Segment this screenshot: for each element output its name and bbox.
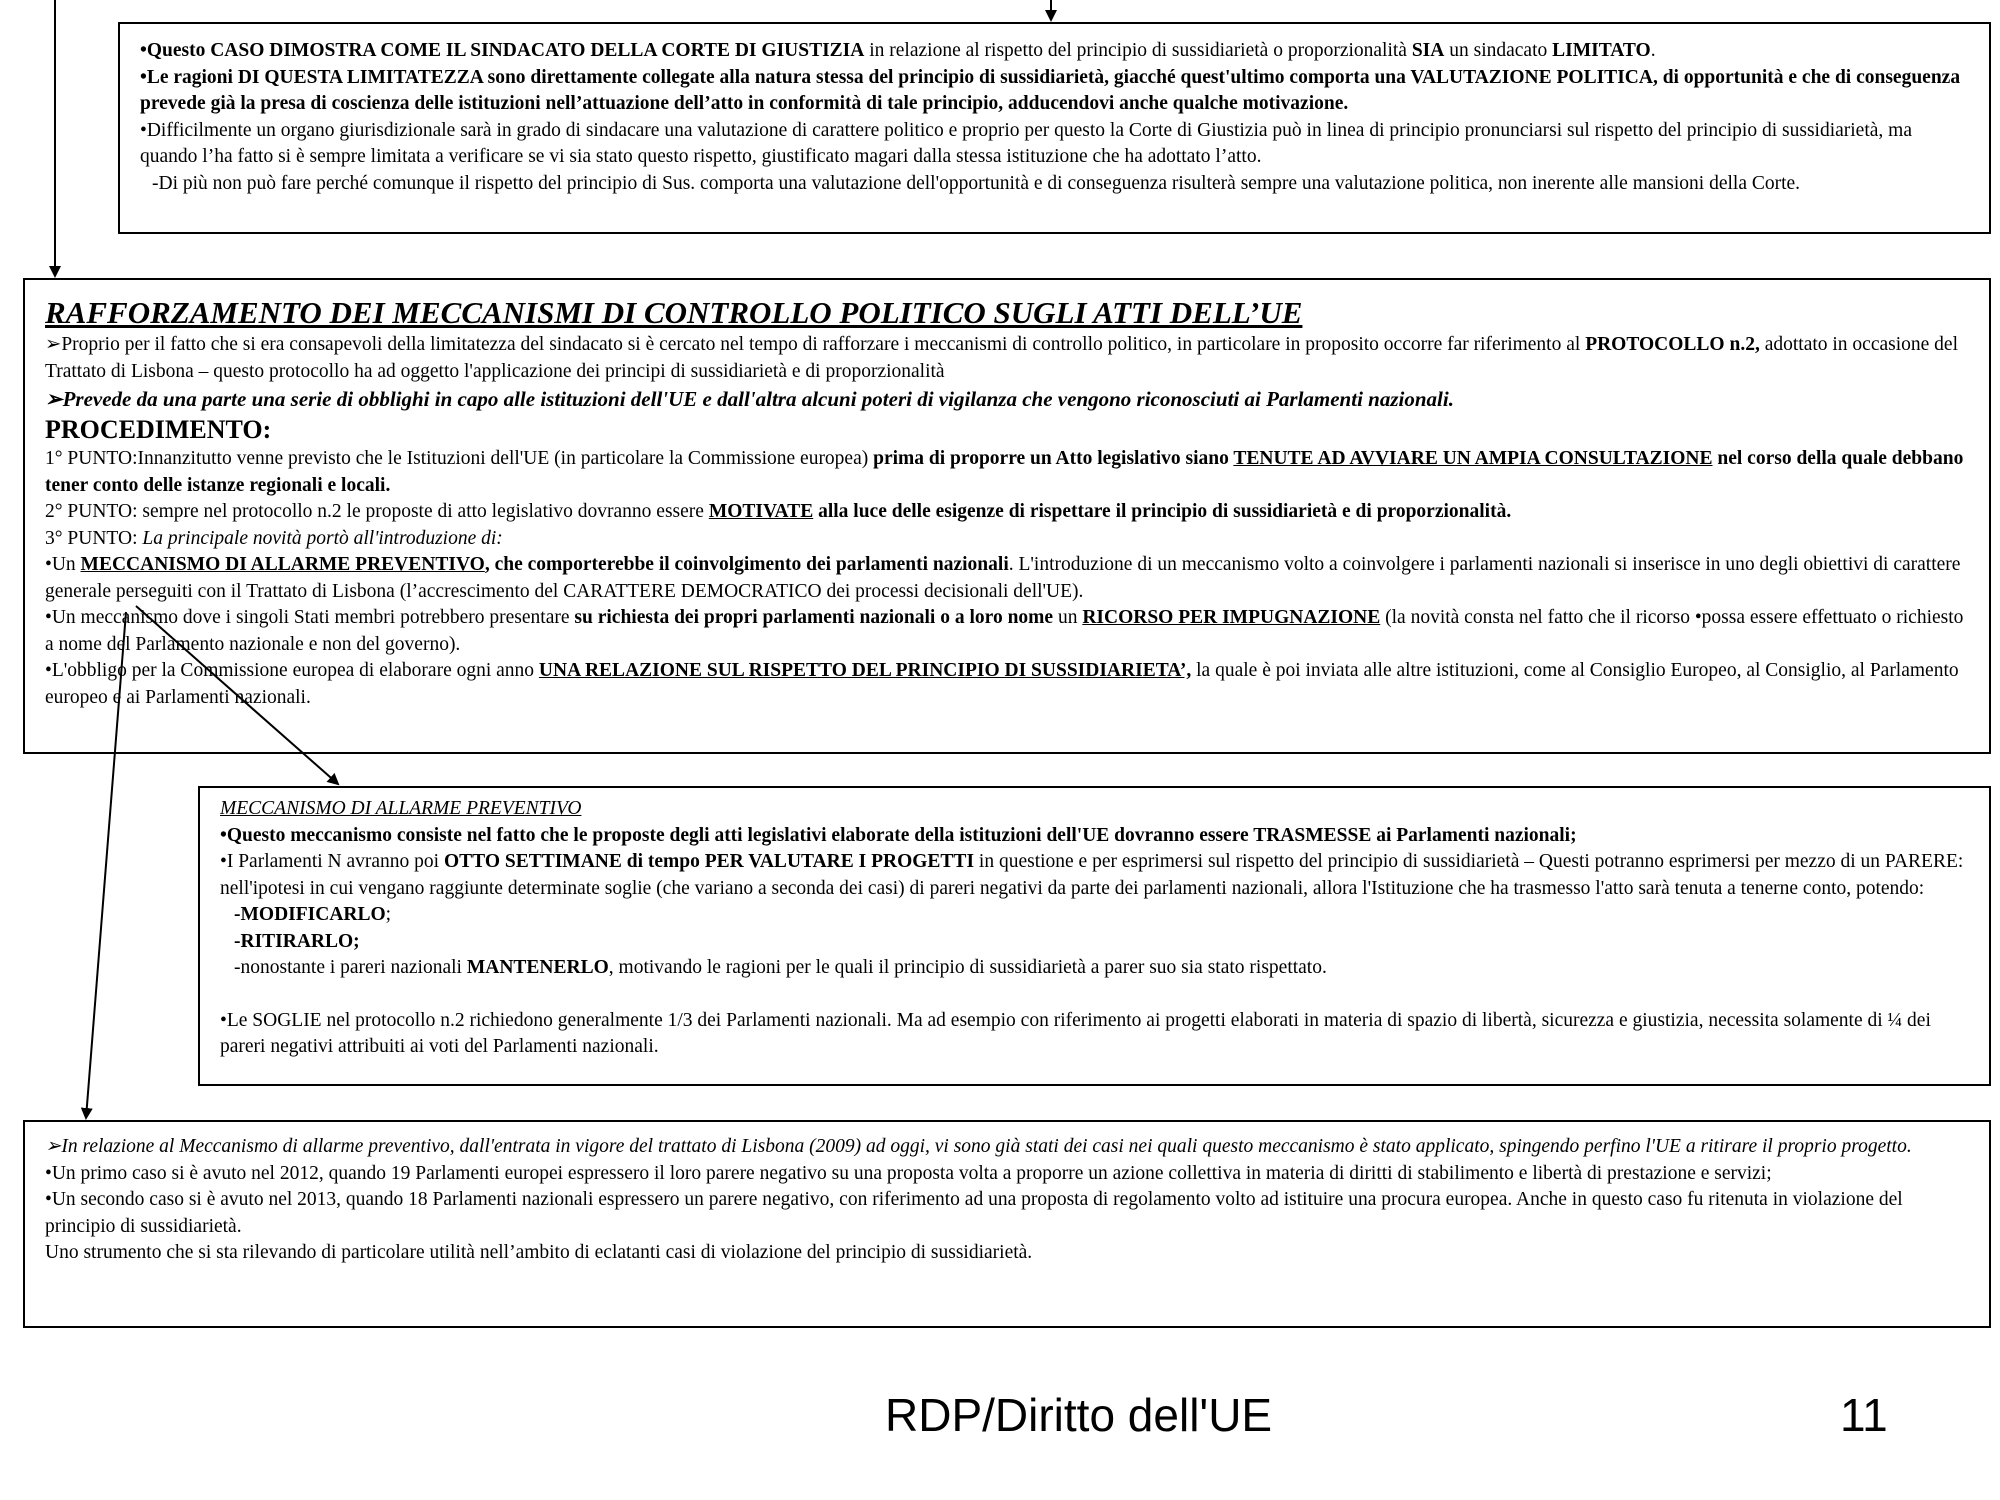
bullet-annulment-action: •Un meccanismo dove i singoli Stati membri potrebbero presentare su richiesta dei propri parlamenti nazionali o a loro nome un RICORSO PER IMPUGNAZIONE (la novità consta nel fatto che il ricorso •possa essere effettuato o richiesto a nome del Parlamento nazionale e non del governo). [45,607,1964,655]
box1-paragraph-2: •Le ragioni DI QUESTA LIMITATEZZA sono direttamente collegate alla natura stessa del principio di sussidiarietà, giacché quest'ultimo comporta una VALUTAZIONE POLITICA, di opportunità e che di conseguenza prevede già la presa di coscienza delle istituzioni nell’attuazione dell’atto in conformità di tale principio, adducendovi anche qualche motivazione. [140,66,1961,114]
box1-paragraph-3: •Difficilmente un organo giurisdizionale sarà in grado di sindacare una valutazione di carattere politico e proprio per questo la Corte di Giustizia può in linea di principio pronunciarsi sul rispetto del principio di sussidiarietà, ma quando l’ha fatto si è sempre limitata a verificare se vi sia stato questo rispetto, giustificato magari dalla stessa istituzione che ha adottato l’atto. [140,119,1912,167]
section-title: RAFFORZAMENTO DEI MECCANISMI DI CONTROLLO POLITICO SUGLI ATTI DELL’UE [45,295,1303,330]
box4-paragraph-4: Uno strumento che si sta rilevando di particolare utilità nell’ambito di eclatanti casi di violazione del principio di sussidiarietà. [45,1242,1033,1263]
early-warning-title: MECCANISMO DI ALLARME PREVENTIVO [220,798,582,819]
bullet-early-warning: •Un MECCANISMO DI ALLARME PREVENTIVO, che comporterebbe il coinvolgimento dei parlamenti nazionali. L'introduzione di un meccanismo volto a coinvolgere i parlamenti nazionali si inserisce in uno degli obiettivi di carattere generale perseguiti con il Trattato di Lisbona (l’accrescimento del CARATTERE DEMOCRATICO dei processi decisionali dell'UE). [45,554,1961,602]
box1-paragraph-4: -Di più non può fare perché comunque il rispetto del principio di Sus. comporta una valutazione dell'opportunità e di conseguenza risulterà sempre una valutazione politica, non inerente alle mansioni della Corte. [152,172,1801,194]
bullet-annual-report: •L'obbligo per la Commissione europea di elaborare ogni anno UNA RELAZIONE SUL RISPETTO DEL PRINCIPIO DI SUSSIDIARIETA’, la quale è poi inviata alle altre istituzioni, come al Consiglio Europeo, al Consiglio, al Parlamento europeo e ai Parlamenti nazionali. [45,660,1959,708]
box3-paragraph-2: •I Parlamenti N avranno poi OTTO SETTIMANE di tempo PER VALUTARE I PROGETTI in questione e per esprimersi sul rispetto del principio di sussidiarietà – Questi potranno esprimersi per mezzo di un PARERE: nell'ipotesi in cui vengano raggiunte determinate soglie (che variano a seconda dei casi) di pareri negativi da parte dei parlamenti nazionali, allora l'Istituzione che ha trasmesso l'atto sarà tenuta a tenerne conto, potendo: [220,851,1964,899]
cases-box [23,1120,1991,1328]
box4-paragraph-3: •Un secondo caso si è avuto nel 2013, quando 18 Parlamenti nazionali espressero un parere negativo, con riferimento ad una proposta di regolamento volto ad istituire una procura europea. Anche in questo caso fu ritenuta in violazione del principio di sussidiarietà. [45,1189,1903,1237]
box4-paragraph-2: •Un primo caso si è avuto nel 2012, quando 19 Parlamenti europei espressero il loro parere negativo su una proposta volta a proporre un azione collettiva in materia di diritti di stabilimento e libertà di prestazione e servizi; [45,1162,1772,1184]
box2-paragraph-1: ➢Proprio per il fatto che si era consapevoli della limitatezza del sindacato si è cercato nel tempo di rafforzare i meccanismi di controllo politico, in particolare in proposito occorre far riferimento al PROTOCOLLO n.2, adottato in occasione del Trattato di Lisbona – questo protocollo ha ad oggetto l'applicazione dei principi di sussidiarietà e di proporzionalità [45,334,1959,382]
early-warning-box [198,786,1991,1086]
box3-paragraph-3: •Le SOGLIE nel protocollo n.2 richiedono generalmente 1/3 dei Parlamenti nazionali. Ma ad esempio con riferimento ai progetti elaborati in materia di spazio di libertà, sicurezza e giustizia, necessita solamente di ¼ dei pareri negativi attribuiti ai voti del Parlamenti nazionali. [220,1009,1931,1057]
procedure-point-2: 2° PUNTO: sempre nel protocollo n.2 le proposte di atto legislativo dovranno essere MOTIVATE alla luce delle esigenze di rispettare il principio di sussidiarietà e di proporzionalità. [45,501,1512,522]
procedure-point-1: 1° PUNTO:Innanzitutto venne previsto che le Istituzioni dell'UE (in particolare la Commissione europea) prima di proporre un Atto legislativo siano TENUTE AD AVVIARE UN AMPIA CONSULTAZIONE nel corso della quale debbano tener conto delle istanze regionali e locali. [45,448,1964,496]
procedure-point-3: 3° PUNTO: La principale novità portò all'introduzione di: [45,527,503,549]
option-maintain: -nonostante i pareri nazionali MANTENERLO, motivando le ragioni per le quali il principio di sussidiarietà a parer suo sia stato rispettato. [234,957,1327,978]
page-number: 11 [1840,1389,1888,1441]
box1-paragraph-1: •Questo CASO DIMOSTRA COME IL SINDACATO DELLA CORTE DI GIUSTIZIA in relazione al rispetto del principio di sussidiarietà o proporzionalità SIA un sindacato LIMITATO. [140,40,1656,61]
procedure-heading: PROCEDIMENTO: [45,415,272,444]
court-review-box [118,22,1991,234]
box4-paragraph-1: ➢In relazione al Meccanismo di allarme preventivo, dall'entrata in vigore del trattato di Lisbona (2009) ad oggi, vi sono già stati dei casi nei quali questo meccanismo è stato applicato, spingendo perfino l'UE a ritirare il proprio progetto. [45,1136,1912,1157]
option-withdraw: -RITIRARLO; [234,930,360,952]
box2-paragraph-2: ➢Prevede da una parte una serie di obblighi in capo alle istituzioni dell'UE e dall'altra alcuni poteri di vigilanza che vengono riconosciuti ai Parlamenti nazionali. [45,387,1454,411]
spacer [220,982,1969,1008]
box3-paragraph-1: •Questo meccanismo consiste nel fatto che le proposte degli atti legislativi elaborate della istituzioni dell'UE dovranno essere TRASMESSE ai Parlamenti nazionali; [220,824,1577,846]
option-modify: -MODIFICARLO; [234,904,392,925]
footer-title: RDP/Diritto dell'UE [885,1389,1273,1441]
political-control-box [23,278,1991,754]
